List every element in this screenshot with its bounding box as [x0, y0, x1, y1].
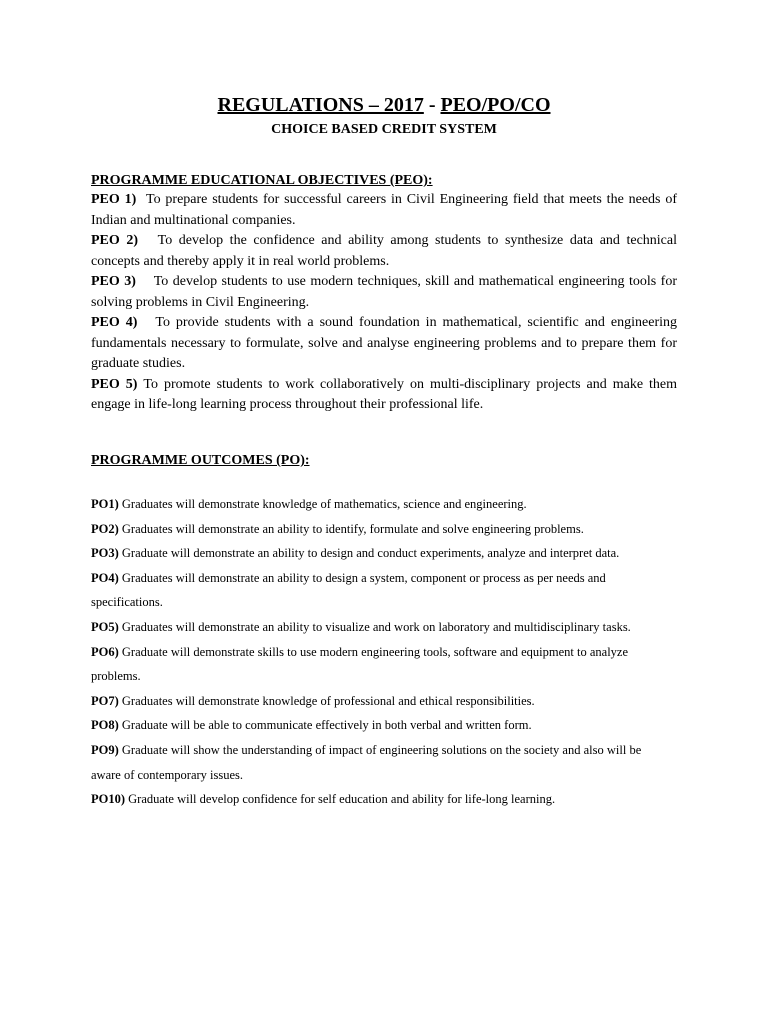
- po-text: Graduate will develop confidence for self education and ability for life-long learning.: [128, 792, 556, 807]
- po-text: Graduates will demonstrate an ability to visualize and work on laboratory and multidisciplinary tasks.: [121, 619, 631, 634]
- peo-item: [91, 272, 677, 313]
- peo-text: To prepare students for successful careers in Civil Engineering field that meets the needs of Indian and multinational companies.: [91, 192, 678, 228]
- po-text: Graduate will demonstrate skills to use modern engineering tools, software and equipment to analyze problems.: [91, 644, 629, 684]
- peo-label: PEO 1): [91, 192, 137, 207]
- peo-label: PEO 4): [91, 315, 138, 330]
- po-item: [91, 492, 651, 517]
- po-text: Graduates will demonstrate knowledge of mathematics, science and engineering.: [121, 497, 527, 511]
- po-list: [91, 492, 651, 812]
- po-text: Graduates will demonstrate an ability to identify, formulate and solve engineering problems.: [121, 521, 584, 536]
- title-separator: -: [423, 94, 441, 116]
- po-label: PO4): [91, 570, 119, 585]
- po-label: PO9): [91, 742, 119, 757]
- po-label: PO10): [91, 792, 126, 807]
- po-label: PO6): [91, 644, 119, 659]
- po-label: PO2): [91, 521, 119, 536]
- title-codes: PEO/PO/CO: [440, 94, 551, 116]
- peo-label: PEO 5): [91, 376, 138, 392]
- po-item: [91, 787, 651, 812]
- peo-item: [91, 375, 677, 416]
- po-item: [91, 566, 651, 615]
- peo-item: [91, 190, 677, 231]
- po-text: Graduate will demonstrate an ability to design and conduct experiments, analyze and interpret data.: [121, 546, 620, 561]
- po-label: PO8): [91, 718, 119, 733]
- peo-list: [91, 190, 677, 416]
- peo-label: PEO 3): [91, 274, 136, 289]
- po-item: [91, 541, 651, 566]
- po-item: [91, 689, 651, 714]
- po-item: [91, 738, 651, 787]
- peo-text: To develop the confidence and ability among students to synthesize data and technical concepts and thereby apply it in real world problems.: [91, 233, 677, 269]
- document-title: [0, 92, 768, 118]
- po-label: PO5): [91, 619, 119, 634]
- peo-item: [91, 313, 677, 375]
- po-text: Graduates will demonstrate knowledge of professional and ethical responsibilities.: [121, 693, 535, 708]
- po-heading: PROGRAMME OUTCOMES (PO):: [91, 453, 310, 468]
- peo-text: To promote students to work collaboratively on multi-disciplinary projects and make them engage in life-long learning process throughout their professional life.: [91, 376, 678, 412]
- po-item: [91, 713, 651, 738]
- title-regulations: REGULATIONS – 2017: [217, 94, 424, 116]
- peo-text: To provide students with a sound foundation in mathematical, scientific and engineering fundamentals necessary to formulate, solve and analyse engineering problems and to prepare them for graduate studies.: [91, 315, 677, 371]
- po-text: Graduates will demonstrate an ability to design a system, component or process as per needs and specifications.: [91, 570, 606, 610]
- document-subtitle: CHOICE BASED CREDIT SYSTEM: [271, 122, 497, 137]
- po-label: PO1): [91, 497, 119, 511]
- peo-label: PEO 2): [91, 233, 138, 248]
- po-text: Graduate will show the understanding of impact of engineering solutions on the society and also will be aware of contemporary issues.: [91, 742, 642, 782]
- peo-heading: PROGRAMME EDUCATIONAL OBJECTIVES (PEO):: [91, 173, 433, 188]
- po-label: PO3): [91, 546, 119, 561]
- peo-item: [91, 231, 677, 272]
- po-item: [91, 517, 651, 542]
- po-item: [91, 640, 651, 689]
- po-text: Graduate will be able to communicate effectively in both verbal and written form.: [121, 718, 532, 733]
- po-label: PO7): [91, 693, 119, 708]
- po-item: [91, 615, 651, 640]
- peo-text: To develop students to use modern techniques, skill and mathematical engineering tools for solving problems in Civil Engineering.: [91, 274, 677, 310]
